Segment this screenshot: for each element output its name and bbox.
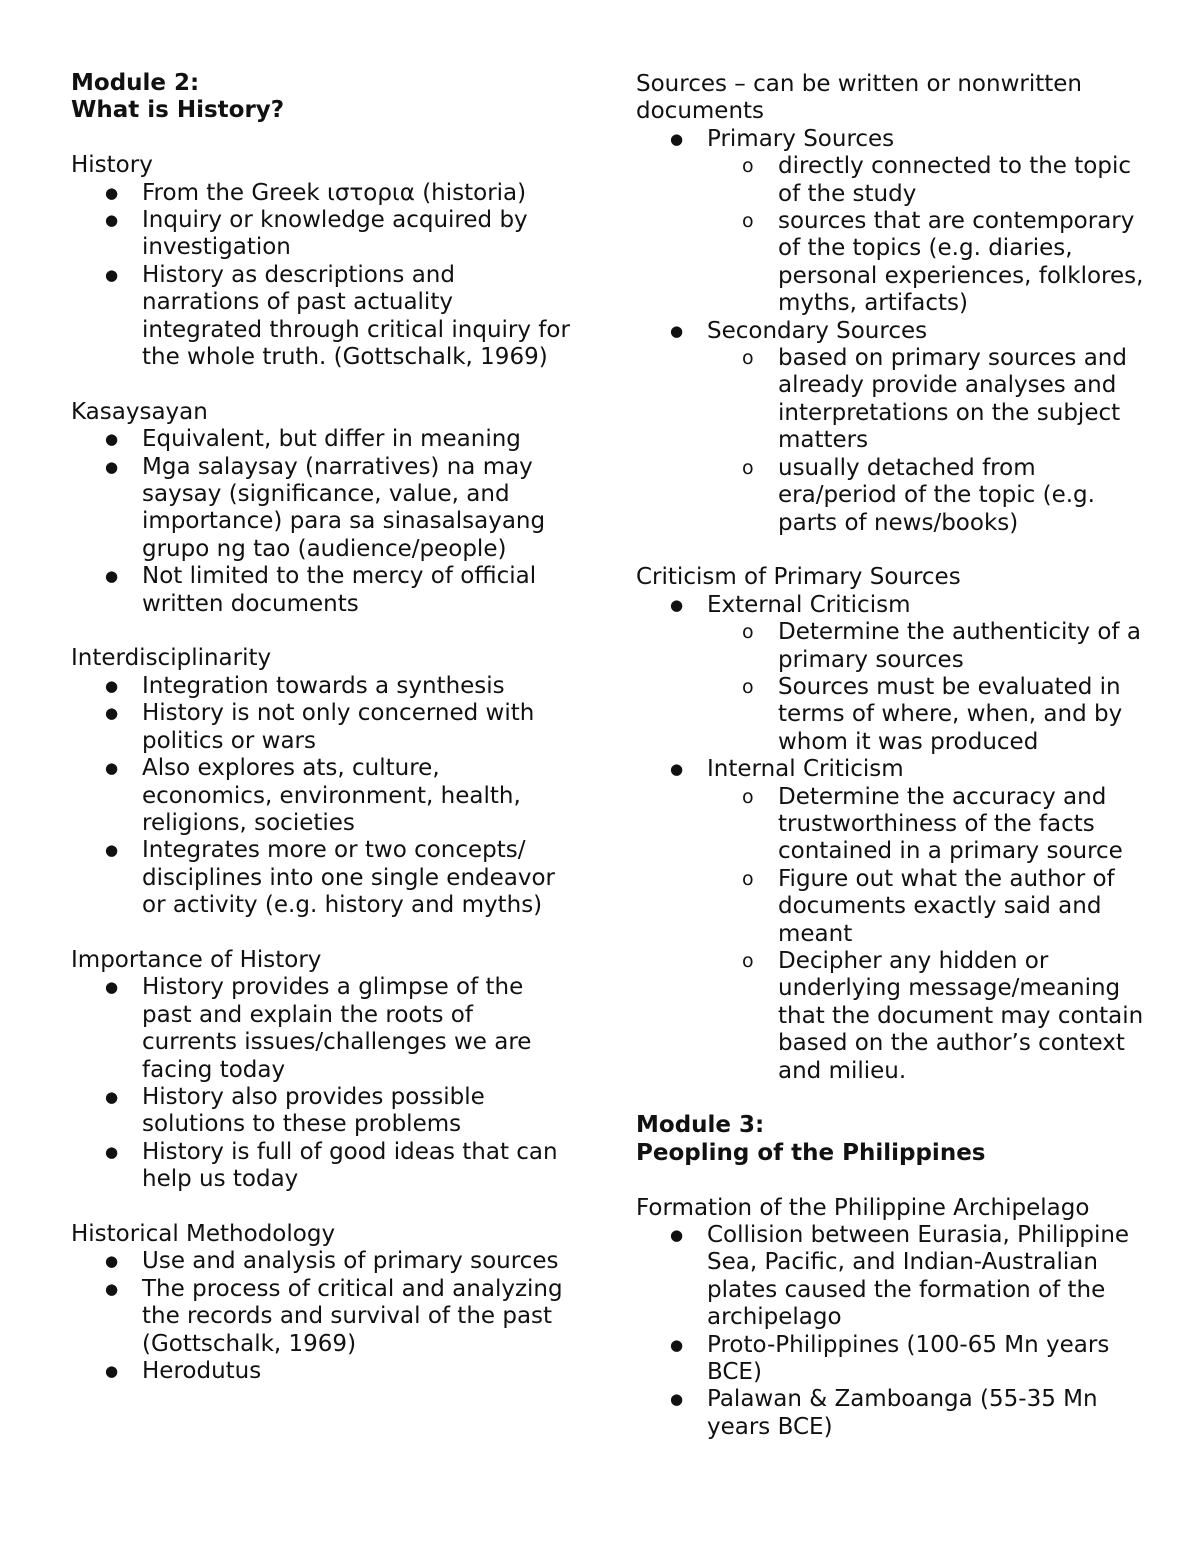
bullet-list	[71, 1248, 571, 1385]
sub-list	[707, 153, 1156, 317]
list-item	[707, 318, 1156, 537]
section-methodology	[71, 1221, 571, 1385]
sub-item: o Figure out what the author of documents exactly said and meant	[778, 866, 1156, 948]
list-item: ● Inquiry or knowledge acquired by investigation	[142, 207, 571, 262]
sub-item: o Determine the accuracy and trustworthiness of the facts contained in a primary source	[778, 784, 1156, 866]
left-column	[71, 70, 571, 1385]
sub-item: o based on primary sources and already provide analyses and interpretations on the subject matters	[778, 345, 1156, 455]
bullet-list	[636, 126, 1156, 537]
sub-item: o directly connected to the topic of the study	[778, 153, 1156, 208]
list-item: ● History is not only concerned with politics or wars	[142, 700, 571, 755]
sub-item: o Decipher any hidden or underlying message/meaning that the document may contain based on the author’s context and milieu.	[778, 948, 1156, 1085]
sub-item: o Sources must be evaluated in terms of where, when, and by whom it was produced	[778, 674, 1156, 756]
section-title: Importance of History	[71, 946, 322, 973]
section-title: History	[71, 152, 153, 179]
list-item: ● Proto-Philippines (100-65 Mn years BCE)	[707, 1332, 1156, 1387]
list-item: ● Palawan & Zamboanga (55-35 Mn years BCE)	[707, 1386, 1156, 1441]
list-item	[707, 126, 1156, 318]
bullet-list	[71, 673, 571, 920]
list-item: ● History also provides possible solutions to these problems	[142, 1084, 571, 1139]
module-title: What is History?	[71, 97, 285, 124]
list-item: ● Herodutus	[142, 1358, 571, 1385]
section-sources	[636, 71, 1156, 537]
list-item: ● History provides a glimpse of the past and explain the roots of currents issues/challenges we are facing today	[142, 974, 571, 1084]
bullet-list	[71, 180, 571, 372]
section-formation	[636, 1195, 1156, 1442]
sub-list	[707, 784, 1156, 1085]
bullet-list	[636, 592, 1156, 1085]
section-title: Historical Methodology	[71, 1220, 336, 1247]
sub-list	[707, 345, 1156, 537]
module3-label: Module 3:	[636, 1112, 765, 1139]
list-item: ● Collision between Eurasia, Philippine Sea, Pacific, and Indian-Australian plates caused the formation of the archipelago	[707, 1222, 1156, 1332]
list-item: ● Equivalent, but differ in meaning	[142, 426, 571, 453]
list-item	[707, 756, 1156, 1085]
sub-item: o sources that are contemporary of the topics (e.g. diaries, personal experiences, folklores, myths, artifacts)	[778, 208, 1156, 318]
list-item: ● Use and analysis of primary sources	[142, 1248, 571, 1275]
bullet-list	[71, 426, 571, 618]
item-label: External Criticism	[707, 591, 911, 618]
section-importance	[71, 947, 571, 1194]
list-item: ● Mga salaysay (narratives) na may saysay (significance, value, and importance) para sa sinasalsayang grupo ng tao (audience/people)	[142, 454, 571, 564]
sub-item: o Determine the authenticity of a primary sources	[778, 619, 1156, 674]
section-kasaysayan	[71, 399, 571, 618]
section-title: Criticism of Primary Sources	[636, 564, 961, 591]
list-item	[707, 592, 1156, 756]
right-column	[636, 71, 1156, 1441]
section-title: Kasaysayan	[71, 398, 208, 425]
list-item: ● From the Greek ιστορια (historia)	[142, 180, 571, 207]
bullet-list	[636, 1222, 1156, 1441]
section-title: Formation of the Philippine Archipelago	[636, 1194, 1090, 1221]
sub-item: o usually detached from era/period of the topic (e.g. parts of news/books)	[778, 455, 1156, 537]
list-item: ● Not limited to the mercy of official written documents	[142, 563, 571, 618]
bullet-list	[71, 974, 571, 1193]
list-item: ● Also explores ats, culture, economics, environment, health, religions, societies	[142, 755, 571, 837]
sub-list	[707, 619, 1156, 756]
list-item: ● History is full of good ideas that can help us today	[142, 1139, 571, 1194]
section-history	[71, 152, 571, 371]
section-title: Sources – can be written or nonwritten documents	[636, 71, 1083, 125]
section-title: Interdisciplinarity	[71, 645, 272, 672]
list-item: ● Integration towards a synthesis	[142, 673, 571, 700]
list-item: ● Integrates more or two concepts/ disciplines into one single endeavor or activity (e.g. history and myths)	[142, 837, 571, 919]
module-label: Module 2:	[71, 70, 200, 96]
list-item: ● History as descriptions and narrations of past actuality integrated through critical inquiry for the whole truth. (Gottschalk, 1969)	[142, 262, 571, 372]
module3-title: Peopling of the Philippines	[636, 1139, 986, 1166]
item-label: Internal Criticism	[707, 756, 904, 783]
section-criticism	[636, 564, 1156, 1085]
item-label: Secondary Sources	[707, 317, 928, 344]
section-interdisciplinarity	[71, 645, 571, 919]
item-label: Primary Sources	[707, 125, 895, 152]
list-item: ● The process of critical and analyzing the records and survival of the past (Gottschalk, 1969)	[142, 1276, 571, 1358]
